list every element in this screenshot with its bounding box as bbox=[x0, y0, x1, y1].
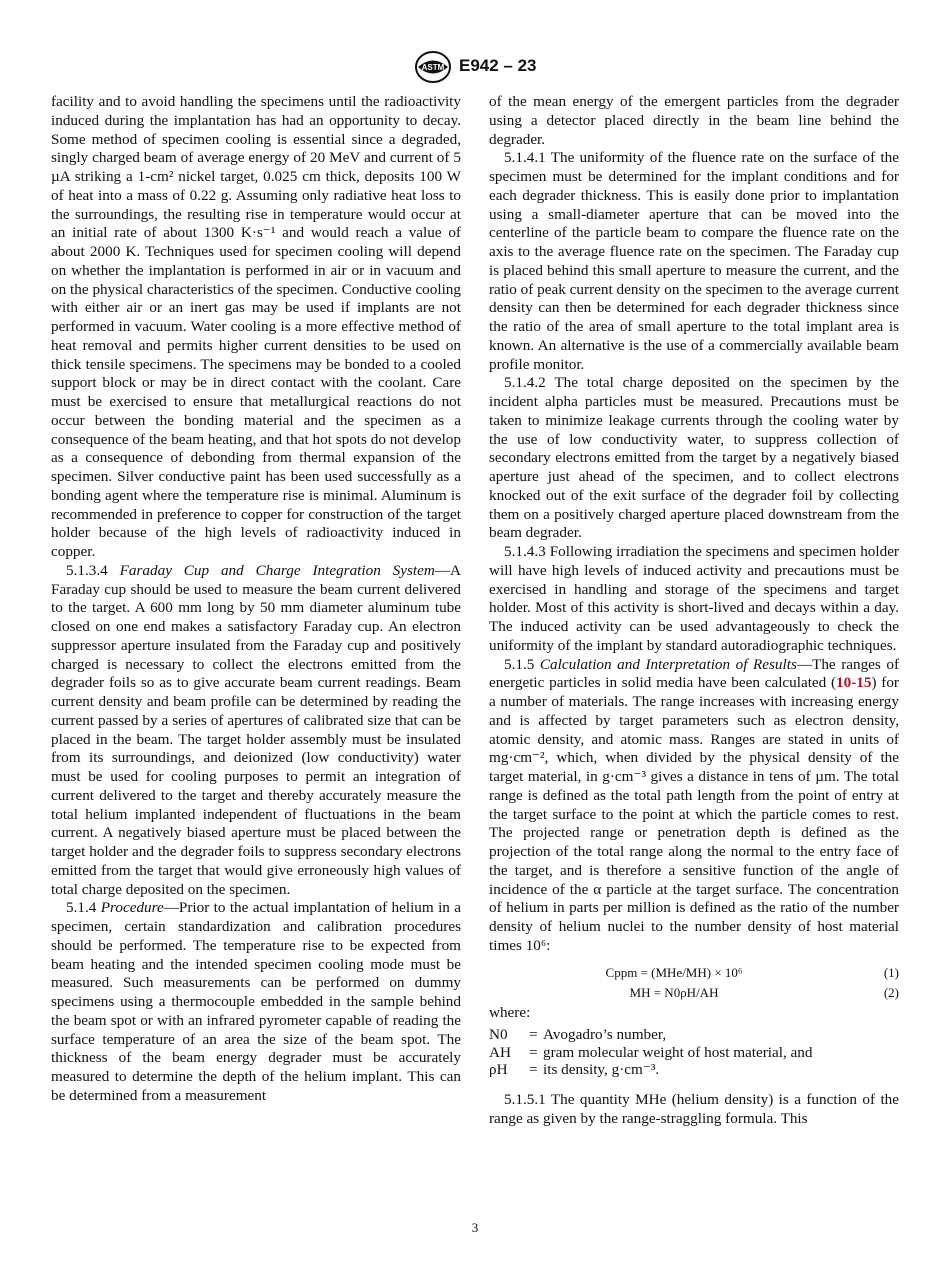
paragraph-5-1-5-1: 5.1.5.1 The quantity MHe (helium density) is a function of the range as given by the range-straggling formula. This bbox=[489, 1090, 899, 1127]
astm-logo-text: ASTM bbox=[421, 63, 445, 72]
paragraph-faraday-cup bbox=[51, 562, 461, 900]
section-number: 5.1.4 bbox=[66, 899, 97, 917]
paragraph-5-1-4-3: 5.1.4.3 Following irradiation the specimens and specimen holder will have high levels of induced activity and precautions must be exercised in handling and storage of the specimens and target holder. Most of this activity is short-lived and decays within a day. The induced activity can be used advantageously to check the uniformity of the implant by standard autoradiographic techniques. bbox=[489, 543, 899, 654]
where-label: where: bbox=[489, 1003, 531, 1021]
definition-text: gram molecular weight of host material, and bbox=[543, 1043, 813, 1061]
section-number: 5.1.3.4 bbox=[66, 561, 108, 579]
section-title: Faraday Cup and Charge Integration System bbox=[119, 561, 435, 579]
paragraph-procedure bbox=[51, 899, 461, 1105]
definition-symbol: N0 bbox=[489, 1026, 508, 1044]
equation-number: (1) bbox=[883, 964, 899, 980]
page-header bbox=[0, 50, 950, 86]
section-number: 5.1.5 bbox=[504, 655, 535, 673]
equation-body: Cppm = (MHe/MH) × 10⁶ bbox=[605, 964, 743, 980]
paragraph-5-1-4-2: 5.1.4.2 The total charge deposited on the specimen by the incident alpha particles must be measured. Precautions must be taken to minimize leakage currents through the cooling water by the use of low conductivity water, to suppress collection of secondary electrons emitted from the target by a negatively biased aperture just ahead of the specimen, and to collect electrons knocked out of the exit surface of the degrader foil by collecting them on a positively charged aperture placed downstream from the beam degrader. bbox=[489, 374, 899, 542]
section-body: —Prior to the actual implantation of helium in a specimen, certain standardization and calibration procedures should be performed. The temperature rise to be expected from beam heating and the intended specimen cooling mode must be measured. Such measurements can be performed on dummy specimens using a thermocouple embedded in the sample behind the beam spot or with an infrared pyrometer capable of reading the surface temperature of an area the size of the beam spot. The thickness of the beam energy degrader must be accurately measured to determine the depth of the helium implant. This can be determined from a measurement bbox=[51, 899, 462, 1104]
paragraph-degrader: of the mean energy of the emergent particles from the degrader using a detector placed directly in the beam line behind the degrader. bbox=[489, 93, 899, 148]
right-column bbox=[489, 93, 899, 1128]
equation-1 bbox=[489, 964, 899, 984]
equation-number: (2) bbox=[883, 984, 899, 1000]
left-column bbox=[51, 93, 461, 1106]
equation-2 bbox=[489, 984, 899, 1004]
definition-text: its density, g·cm⁻³. bbox=[543, 1061, 660, 1079]
section-title: Procedure bbox=[100, 899, 164, 917]
definition-text: Avogadro’s number, bbox=[543, 1026, 667, 1044]
equation-body: MH = N0ρH/AH bbox=[629, 984, 719, 1000]
definition-row: ρH = its density, g·cm⁻³. bbox=[489, 1061, 899, 1079]
definition-row: AH = gram molecular weight of host material, and bbox=[489, 1044, 899, 1062]
definition-symbol: ρH bbox=[489, 1061, 508, 1079]
section-body: —A Faraday cup should be used to measure the beam current delivered to the target. A 600 mm long by 50 mm diameter aluminum tube closed on one end makes a satisfactory Faraday cup. An electron suppressor aperture insulated from the Faraday cup and positively charged is necessary to collect the electrons emitted from the degrader foils so as to give accurate beam current readings. Beam current density and beam profile can be determined by reading the current passed by a series of apertures of calibrated size that can be placed in the beam. The target holder assembly must be insulated from its surroundings, and deionized (low conductivity) water must be used for cooling purposes to permit an integration of current delivered to the target and thereby accurately measure the total helium implanted independent of fluctuations in the beam current. A negatively biased aperture must be placed between the target holder and the degrader foils to suppress secondary electrons emitted from the target that would give erroneously high values of total charge deposited on the specimen. bbox=[51, 561, 461, 898]
astm-logo-icon bbox=[414, 50, 452, 84]
page-number: 3 bbox=[471, 1220, 479, 1235]
reference-link[interactable]: 10-15 bbox=[836, 674, 872, 692]
document-id: E942 – 23 bbox=[459, 56, 537, 75]
section-title: Calculation and Interpretation of Results bbox=[539, 655, 797, 673]
paragraph-cooling: facility and to avoid handling the specimens until the radioactivity induced during the implantation has had an opportunity to decay. Some method of specimen cooling is essential since a degraded, singly charged beam of average energy of 20 MeV and current of 5 µA striking a 1-cm² nickel target, 0.025 cm thick, deposits 100 W of heat into a mass of 0.22 g. Assuming only radiative heat loss to the surroundings, the resulting rise in temperature would occur at an initial rate of about 1300 K·s⁻¹ and would reach a value of about 2000 K. Techniques used for specimen cooling will depend on whether the implantation is performed in air or in vacuum and on the physical characteristics of the specimen. Conductive cooling with either air or an inert gas may be used if implants are not performed in vacuum. Water cooling is a more effective method of heat removal and permits higher current densities to be used on thick tensile specimens. The specimens may be bonded to a cooled support block or may be in direct contact with the coolant. Care must be exercised to ensure that metallurgical reactions do not occur between the bonding material and the specimen as a consequence of the beam heating, and that hot spots do not develop as a consequence of debonding from thermal expansion of the specimen. Silver conductive paint has been used successfully as a bonding agent where the temperature rise is minimal. Aluminum is recommended in preference to copper for construction of the target holder because of the high levels of radioactivity induced in copper. bbox=[51, 93, 461, 560]
definitions-list bbox=[489, 1026, 899, 1079]
paragraph-calculation: 5.1.5 Calculation and Interpretation of Results—The ranges of energetic particles in solid media have been calculated (10-15) for a number of materials. The range increases with increasing energy and is affected by target parameters such as electron density, atomic density, and atomic mass. Ranges are stated in units of mg·cm⁻², which, when divided by the physical density of the target material, in g·cm⁻³ gives a distance in tens of µm. The total range is defined as the total path length from the point of entry at the target surface to the point at which the particle comes to rest. The projected range or penetration depth is defined as the projection of the total range along the normal to the entry face of the target, and is therefore a sensitive function of the angle of incidence of the α particle at the target surface. The concentration of helium in parts per million is defined as the ratio of the number density of helium nuclei to the number density of host material times 10⁶: bbox=[489, 655, 900, 954]
paragraph-5-1-4-1: 5.1.4.1 The uniformity of the fluence rate on the surface of the specimen must be determined for the implant conditions and for each degrader thickness. This is easily done prior to implantation using a small-diameter aperture that can be moved into the centerline of the particle beam to compare the fluence rate on the axis to the average fluence rate on the specimen. The Faraday cup is placed behind this small aperture to measure the current, and the ratio of peak current density on the specimen to the average current density can then be determined for each degrader thickness since the ratio of the area of small aperture to the total implant area is known. An alternative is the use of a commercially available beam profile monitor. bbox=[489, 149, 899, 373]
definition-symbol: AH bbox=[489, 1043, 511, 1061]
definition-row: N0 = Avogadro’s number, bbox=[489, 1026, 899, 1044]
